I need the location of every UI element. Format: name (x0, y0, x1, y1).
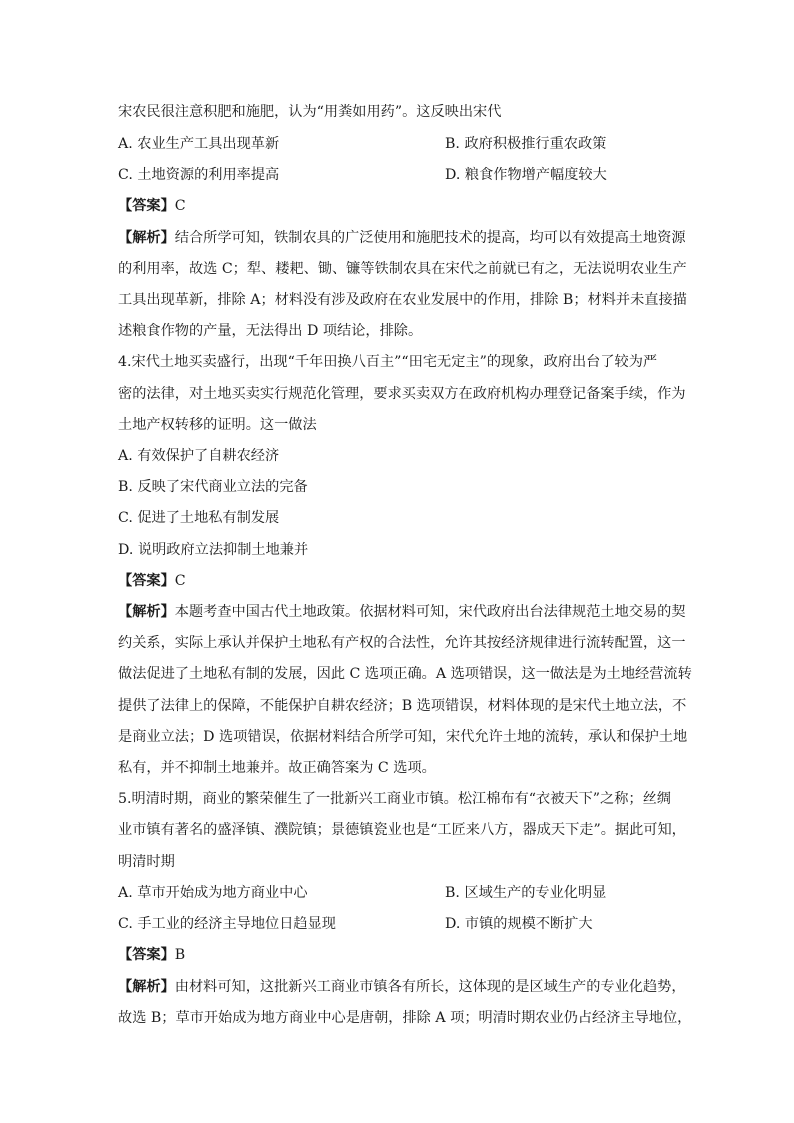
q3-analysis-line (118, 228, 686, 248)
q4-answer (118, 571, 186, 591)
q3-analysis-line: 述粮食作物的产量，无法得出 D 项结论，排除。 (118, 323, 423, 339)
q5-stem-line: 5.明清时期，商业的繁荣催生了一批新兴工商业市镇。松江棉布有“衣被天下”之称；丝绸 (118, 791, 671, 807)
q3-option-c: C. 土地资源的利用率提高 (118, 167, 280, 183)
q4-option-d: D. 说明政府立法抑制土地兼并 (118, 542, 309, 558)
answer-tag: 【答案】 (118, 573, 175, 589)
q5-option-a: A. 草市开始成为地方商业中心 (118, 885, 308, 901)
q3-option-d: D. 粮食作物增产幅度较大 (445, 167, 607, 183)
q5-stem-line: 业市镇有著名的盛泽镇、濮院镇；景德镇瓷业也是“工匠来八方，器成天下走”。据此可知， (118, 822, 686, 838)
q5-analysis-line (118, 977, 686, 997)
answer-tag: 【答案】 (118, 947, 175, 963)
q4-analysis-line: 是商业立法；D 选项错误，依据材料结合所学可知，宋代允许土地的流转，承认和保护土地 (118, 729, 688, 745)
q4-stem-line: 密的法律，对土地买卖实行规范化管理，要求买卖双方在政府机构办理登记备案手续，作为 (118, 386, 686, 402)
analysis-text: 本题考查中国古代土地政策。依据材料可知，宋代政府出台法律规范土地交易的契 (174, 604, 686, 620)
answer-value: B (174, 947, 186, 963)
analysis-text: 结合所学可知，铁制农具的广泛使用和施肥技术的提高，均可以有效提高土地资源 (174, 230, 686, 246)
q5-stem-line: 明清时期 (118, 854, 175, 870)
q5-option-b: B. 区域生产的专业化明显 (445, 885, 607, 901)
q4-analysis-line: 做法促进了土地私有制的发展，因此 C 选项正确。A 选项错误，这一做法是为土地经营流转 (118, 666, 692, 682)
analysis-tag: 【解析】 (118, 604, 175, 620)
q5-option-c: C. 手工业的经济主导地位日趋显现 (118, 916, 336, 932)
analysis-tag: 【解析】 (118, 230, 175, 246)
q4-option-c: C. 促进了土地私有制发展 (118, 510, 280, 526)
answer-value: C (174, 573, 186, 589)
q5-answer (118, 945, 185, 965)
q4-analysis-line: 私有，并不抑制土地兼并。故正确答案为 C 选项。 (118, 760, 436, 776)
q4-option-a: A. 有效保护了自耕农经济 (118, 448, 280, 464)
q5-option-d: D. 市镇的规模不断扩大 (445, 916, 593, 932)
q4-stem-line: 4.宋代土地买卖盛行，出现“千年田换八百主”“田宅无定主”的现象，政府出台了较为严 (118, 354, 658, 370)
q3-analysis-line: 的利用率，故选 C；犁、耧耙、锄、镰等铁制农具在宋代之前就已有之，无法说明农业生产 (118, 261, 687, 277)
q3-option-b: B. 政府积极推行重农政策 (445, 136, 607, 152)
q3-answer (118, 196, 186, 216)
analysis-tag: 【解析】 (118, 979, 175, 995)
q4-option-b: B. 反映了宋代商业立法的完备 (118, 479, 308, 495)
q5-analysis-line: 故选 B；草市开始成为地方商业中心是唐朝，排除 A 项；明清时期农业仍占经济主导地位， (118, 1010, 692, 1026)
answer-value: C (174, 198, 186, 214)
q4-analysis-line: 提供了法律上的保障，不能保护自耕农经济；B 选项错误，材料体现的是宋代土地立法，不 (118, 698, 687, 714)
analysis-text: 由材料可知，这批新兴工商业市镇各有所长，这体现的是区域生产的专业化趋势， (174, 979, 686, 995)
q4-analysis-line (118, 602, 686, 622)
q3-option-a: A. 农业生产工具出现革新 (118, 136, 280, 152)
answer-tag: 【答案】 (118, 198, 175, 214)
q3-stem: 宋农民很注意积肥和施肥，认为“用粪如用药”。这反映出宋代 (118, 104, 502, 120)
q4-analysis-line: 约关系，实际上承认并保护土地私有产权的合法性，允许其按经济规律进行流转配置，这一 (118, 635, 686, 651)
q3-analysis-line: 工具出现革新，排除 A；材料没有涉及政府在农业发展中的作用，排除 B；材料并未直接描 (118, 292, 687, 308)
q4-stem-line: 土地产权转移的证明。这一做法 (118, 417, 317, 433)
